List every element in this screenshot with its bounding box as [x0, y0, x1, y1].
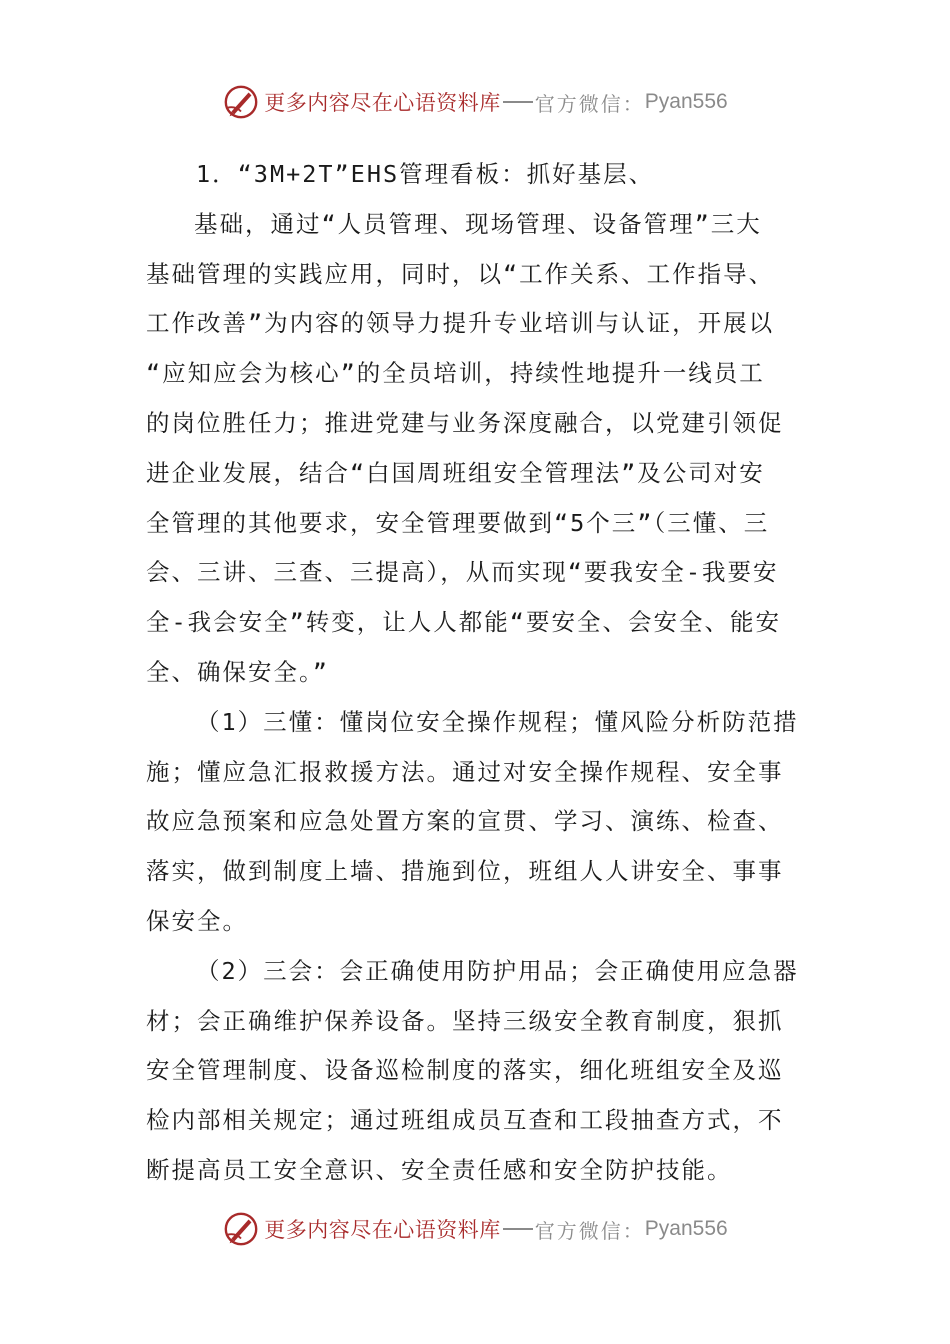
- text-line: 材；会正确维护保养设备。坚持三级安全教育制度，狠抓: [146, 1006, 784, 1035]
- text-line: 基础管理的实践应用，同时，以“工作关系、工作指导、: [146, 259, 775, 288]
- watermark-official: 官方微信：: [534, 91, 645, 116]
- text-line: （2）三会：会正确使用防护用品；会正确使用应急器: [196, 956, 799, 985]
- watermark-account: Pyan556: [644, 90, 728, 113]
- text-line: （1）三懂：懂岗位安全操作规程；懂风险分析防范措: [196, 707, 799, 736]
- pen-logo-icon: [222, 1210, 260, 1248]
- text-line: 施；懂应急汇报救援方法。通过对安全操作规程、安全事: [146, 757, 784, 786]
- footer-watermark: [0, 1207, 950, 1251]
- header-watermark: [0, 80, 950, 124]
- text-line: 检内部相关规定；通过班组成员互查和工段抽查方式，不: [146, 1106, 784, 1135]
- document-body: [146, 150, 806, 1196]
- text-line: 全、确保安全。”: [146, 657, 329, 686]
- watermark-account: Pyan556: [644, 1217, 728, 1240]
- text-line: 进企业发展，结合“白国周班组安全管理法”及公司对安: [146, 458, 765, 487]
- watermark-dash: [503, 1228, 533, 1230]
- watermark-title: 更多内容尽在心语资料库: [264, 1218, 501, 1242]
- text-line: 安全管理制度、设备巡检制度的落实，细化班组安全及巡: [146, 1056, 784, 1085]
- text-line: 会、三讲、三查、三提高），从而实现“要我安全-我要安: [146, 558, 779, 587]
- pen-logo-icon: [222, 83, 260, 121]
- text-line: 断提高员工安全意识、安全责任感和安全防护技能。: [146, 1155, 733, 1184]
- text-line: 的岗位胜任力；推进党建与业务深度融合，以党建引领促: [146, 408, 784, 437]
- text-line: 基础，通过“人员管理、现场管理、设备管理”三大: [194, 209, 762, 238]
- watermark-official: 官方微信：: [534, 1218, 645, 1243]
- text-line: 1．“3M+2T”EHS管理看板：抓好基层、: [196, 160, 655, 188]
- text-line: 工作改善”为内容的领导力提升专业培训与认证，开展以: [146, 309, 775, 338]
- text-line: 全管理的其他要求，安全管理要做到“5个三”（三懂、三: [146, 508, 770, 537]
- text-line: 故应急预案和应急处置方案的宣贯、学习、演练、检查、: [146, 807, 784, 836]
- text-line: 落实，做到制度上墙、措施到位，班组人人讲安全、事事: [146, 857, 784, 886]
- text-line: 保安全。: [146, 906, 248, 935]
- text-line: “应知应会为核心”的全员培训，持续性地提升一线员工: [146, 359, 765, 388]
- watermark-dash: [503, 101, 533, 103]
- watermark-title: 更多内容尽在心语资料库: [264, 91, 501, 115]
- text-line: 全-我会安全”转变，让人人都能“要安全、会安全、能安: [146, 608, 781, 637]
